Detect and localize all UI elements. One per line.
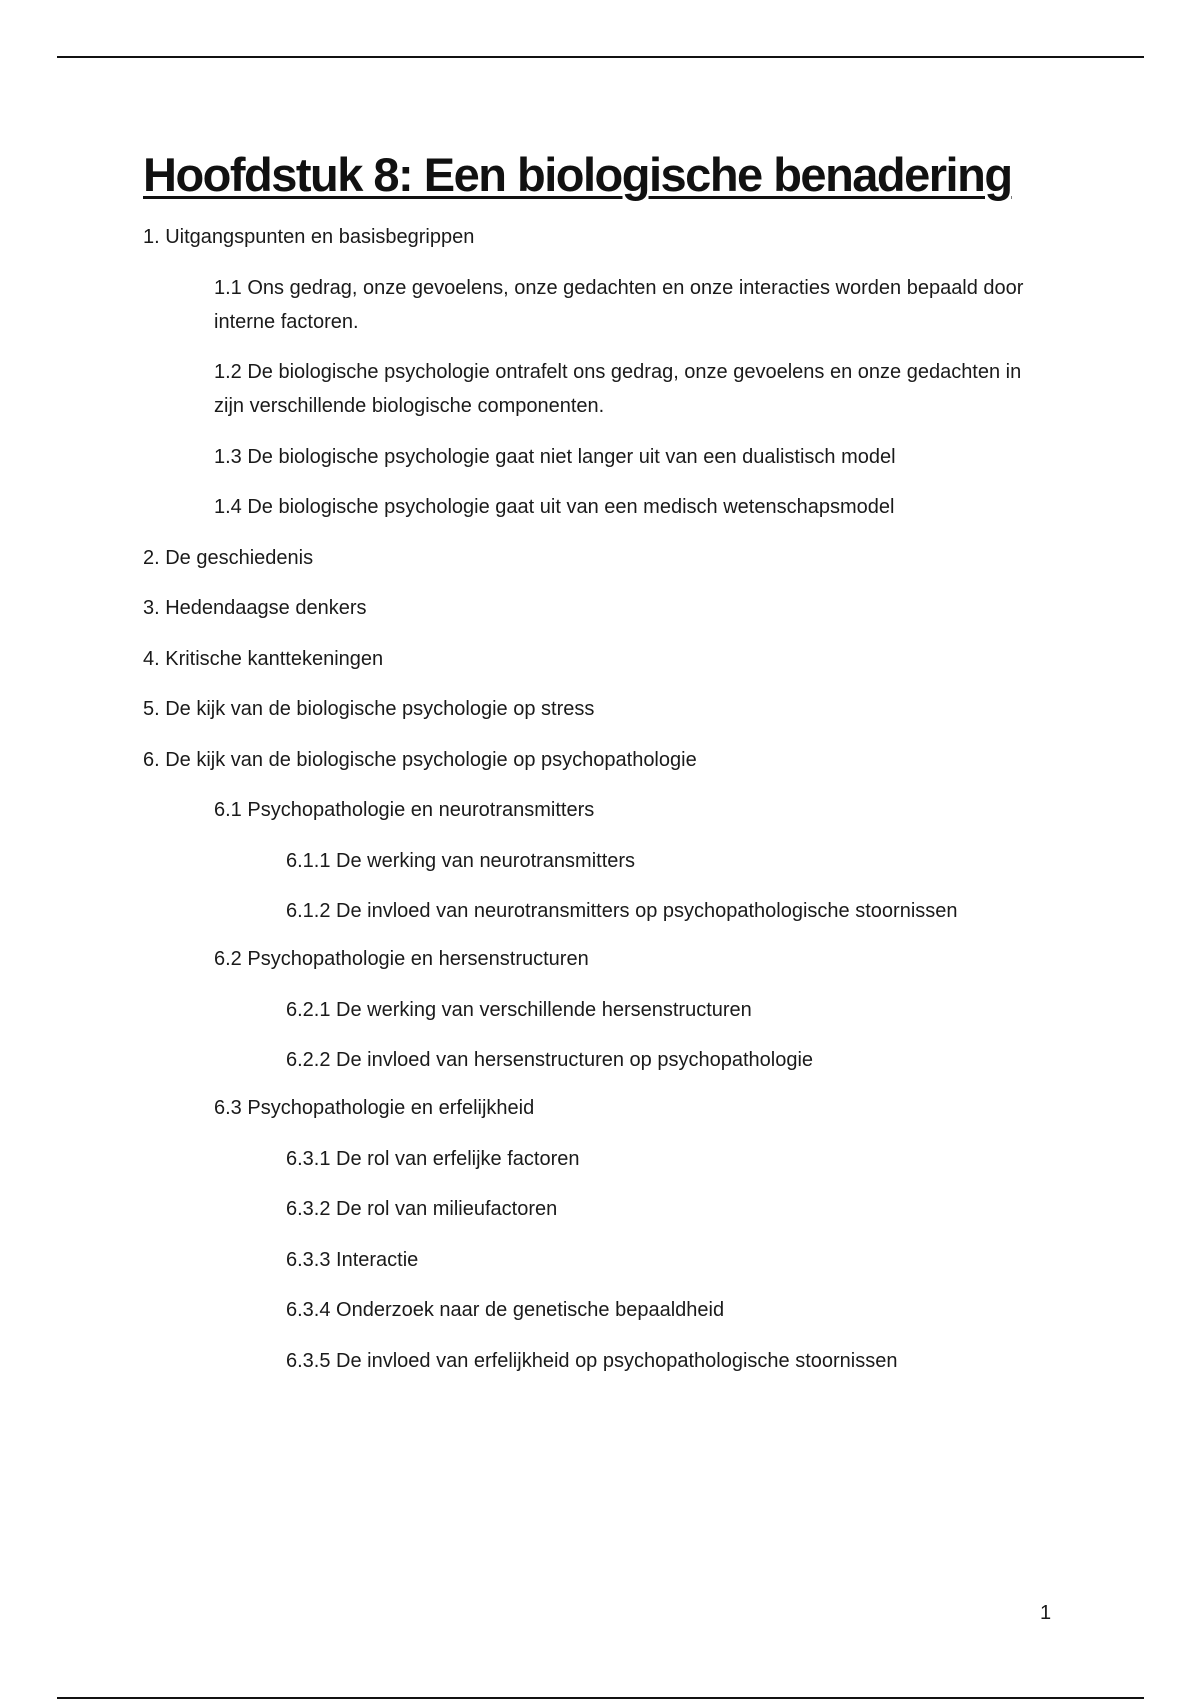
toc-item: 6.2.2 De invloed van hersenstructuren op psychopathologie [286,1049,814,1071]
footer-rule [57,1697,1144,1699]
toc-item: 1.3 De biologische psychologie gaat niet langer uit van een dualistisch model [214,445,896,468]
toc-item: 6.3.1 De rol van erfelijke factoren [286,1147,580,1170]
toc-item: 6. De kijk van de biologische psychologie op psychopathologie [143,748,697,771]
toc-item: 1.4 De biologische psychologie gaat uit van een medisch wetenschapsmodel [214,496,895,518]
toc-item: 1.2 De biologische psychologie ontrafelt ons gedrag, onze gevoelens en onze gedachten in zijn verschillende biologische componenten. [214,361,1022,417]
toc-item: 6.1.2 De invloed van neurotransmitters op psychopathologische stoornissen [286,900,958,922]
toc-item: 5. De kijk van de biologische psychologie op stress [143,698,595,720]
toc-item: 6.3 Psychopathologie en erfelijkheid [214,1097,535,1119]
toc-item: 4. Kritische kanttekeningen [143,647,384,670]
toc-item: 2. De geschiedenis [143,546,314,569]
toc-item: 6.3.2 De rol van milieufactoren [286,1198,558,1220]
header-rule [57,56,1144,58]
table-of-contents [143,220,1043,1378]
toc-item: 6.3.5 De invloed van erfelijkheid op psychopathologische stoornissen [286,1349,898,1372]
document-page [143,140,1043,1394]
chapter-title: Hoofdstuk 8: Een biologische benadering [143,148,1012,201]
toc-item: 6.2.1 De werking van verschillende hersenstructuren [286,998,752,1021]
toc-item: 3. Hedendaagse denkers [143,597,367,619]
toc-item: 6.2 Psychopathologie en hersenstructuren [214,948,589,970]
toc-item: 6.3.4 Onderzoek naar de genetische bepaaldheid [286,1299,725,1321]
toc-item: 6.1.1 De werking van neurotransmitters [286,849,636,872]
toc-item: 1. Uitgangspunten en basisbegrippen [143,226,475,248]
page-number: 1 [1040,1602,1052,1624]
toc-item: 6.3.3 Interactie [286,1248,419,1271]
toc-item: 1.1 Ons gedrag, onze gevoelens, onze gedachten en onze interacties worden bepaald door interne factoren. [214,276,1024,333]
toc-item: 6.1 Psychopathologie en neurotransmitters [214,799,595,821]
